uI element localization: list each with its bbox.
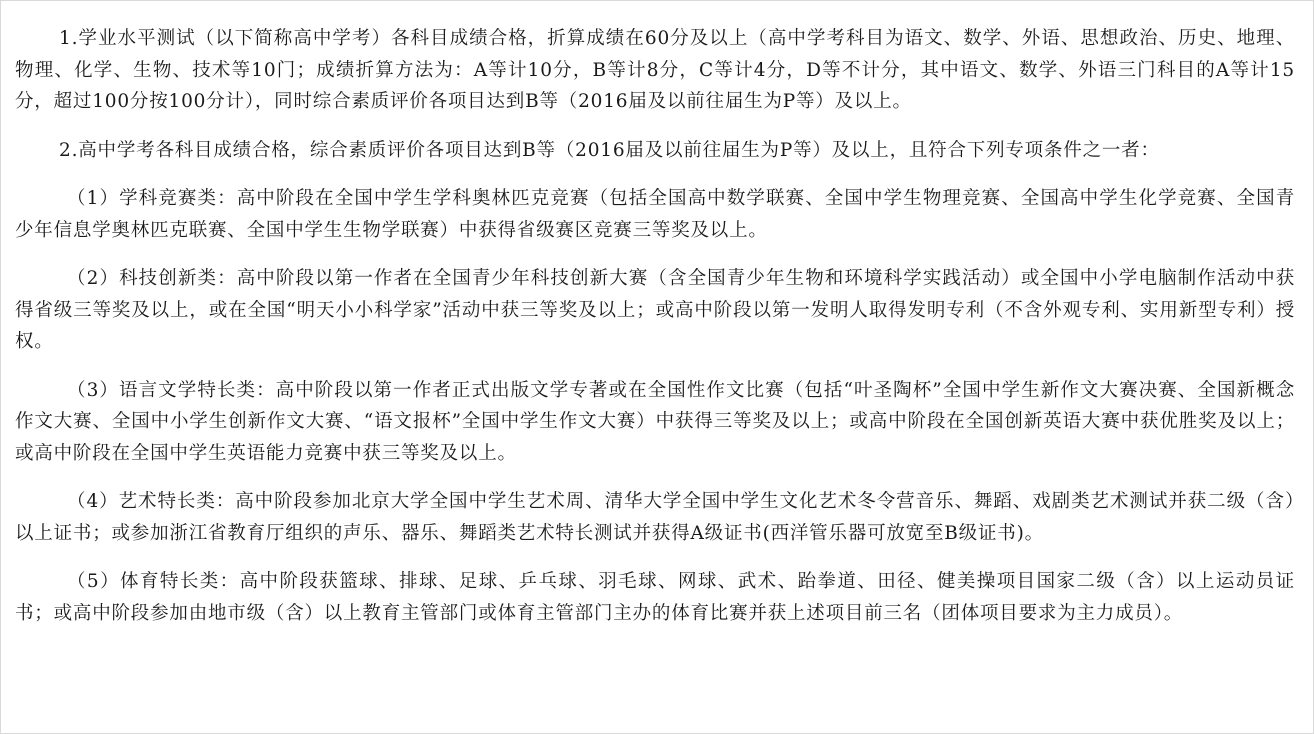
paragraph-art-specialty: （4）艺术特长类：高中阶段参加北京大学全国中学生艺术周、清华大学全国中学生文化艺术冬令营音乐、舞蹈、戏剧类艺术测试并获二级（含）以上证书；或参加浙江省教育厅组织的声乐、器乐、舞蹈类艺术特长测试并获得A级证书(西洋管乐器可放宽至B级证书)。 xyxy=(15,491,1295,544)
paragraph-requirement-2: 2.高中学考各科目成绩合格，综合素质评价各项目达到B等（2016届及以前往届生为P等）及以上，且符合下列专项条件之一者： xyxy=(59,139,1160,161)
paragraph-sports-specialty: （5）体育特长类：高中阶段获篮球、排球、足球、乒乓球、羽毛球、网球、武术、跆拳道、田径、健美操项目国家二级（含）以上运动员证书；或高中阶段参加由地市级（含）以上教育主管部门或体育主管部门主办的体育比赛并获上述项目前三名（团体项目要求为主力成员）。 xyxy=(15,571,1295,624)
paragraph-requirement-1: 1.学业水平测试（以下简称高中学考）各科目成绩合格，折算成绩在60分及以上（高中学考科目为语文、数学、外语、思想政治、历史、地理、物理、化学、生物、技术等10门；成绩折算方法为：A等计10分，B等计8分，C等计4分，D等不计分，其中语文、数学、外语三门科目的A等计15分，超过100分按100分计），同时综合素质评价各项目达到B等（2016届及以前往届生为P等）及以上。 xyxy=(15,28,1295,112)
paragraph-subject-competition: （1）学科竞赛类：高中阶段在全国中学生学科奥林匹克竞赛（包括全国高中数学联赛、全国中学生物理竞赛、全国高中学生化学竞赛、全国青少年信息学奥林匹克联赛、全国中学生生物学联赛）中获得省级赛区竞赛三等奖及以上。 xyxy=(15,188,1295,241)
paragraph-tech-innovation: （2）科技创新类：高中阶段以第一作者在全国青少年科技创新大赛（含全国青少年生物和环境科学实践活动）或全国中小学电脑制作活动中获得省级三等奖及以上，或在全国“明天小小科学家”活动中获三等奖及以上；或高中阶段以第一发明人取得发明专利（不含外观专利、实用新型专利）授权。 xyxy=(15,268,1295,352)
paragraph-language-literature: （3）语言文学特长类：高中阶段以第一作者正式出版文学专著或在全国性作文比赛（包括“叶圣陶杯”全国中学生新作文大赛决赛、全国新概念作文大赛、全国中小学生创新作文大赛、“语文报杯”全国中学生作文大赛）中获得三等奖及以上；或高中阶段在全国创新英语大赛中获优胜奖及以上；或高中阶段在全国中学生英语能力竞赛中获三等奖及以上。 xyxy=(15,379,1295,464)
document-body xyxy=(15,23,1295,646)
